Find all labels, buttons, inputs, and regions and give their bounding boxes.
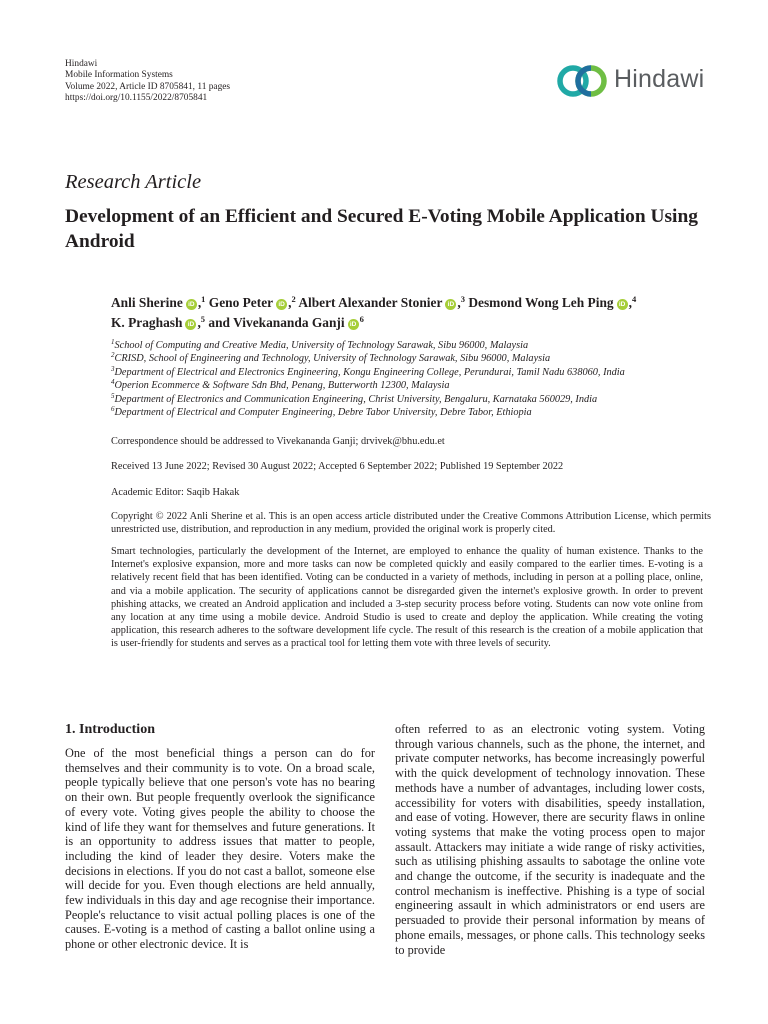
- article-type: Research Article: [65, 171, 202, 193]
- doi-link[interactable]: https://doi.org/10.1155/2022/8705841: [65, 93, 208, 104]
- body-text-right-column: often referred to as an electronic voting system. Voting through various channels, such as the phone, the internet, and private computer networks, has become increasingly powerful with the quick development of technology innovation. These methods have a number of advantages, including lower costs, accessibility for voters with disabilities, speedy installation, and ease of voting. However, there are security flaws in online voting systems that make the voting process open to major assault. Attackers may initiate a wide range of risky activities, such as utilising phishing assaults to sabotage the online vote and change the outcome, if the security is inadequate and the control mechanism is ineffective. Phishing is a type of social engineering assault in which administrators or end users are persuaded to provide their personal information by means of phone emails, messages, or phone calls. This technology seeks to provide: [395, 722, 705, 957]
- affiliation-list: [111, 339, 721, 419]
- affiliation: $^1$School of Computing and Creative Media, University of Technology Sarawak, Sibu 96000, Malaysia: [111, 338, 529, 351]
- article-title: Development of an Efficient and Secured E-Voting Mobile Application Using Android: [65, 206, 698, 252]
- authors-conjunction: and: [208, 315, 230, 330]
- author[interactable]: Desmond Wong Leh Ping iD ,$^4$: [468, 294, 637, 310]
- journal-info: [65, 59, 230, 105]
- orcid-icon[interactable]: iD: [276, 299, 287, 310]
- hindawi-logo: [556, 63, 706, 99]
- affiliation: $^6$Department of Electrical and Computer Engineering, Debre Tabor University, Debre Tabor, Ethiopia: [111, 405, 532, 419]
- author[interactable]: Anli Sherine iD ,$^1$: [111, 294, 206, 310]
- section-heading: 1. Introduction: [65, 722, 155, 737]
- hindawi-logo-icon: [556, 63, 610, 99]
- author[interactable]: Vivekananda Ganji $iD^6$: [233, 314, 364, 330]
- affiliation: $^2$CRISD, School of Engineering and Technology, University of Technology Sarawak, Sibu 96000, Malaysia: [111, 351, 551, 365]
- orcid-icon[interactable]: iD: [348, 319, 359, 330]
- journal-name: Mobile Information Systems: [65, 70, 173, 81]
- volume-line: Volume 2022, Article ID 8705841, 11 pages: [65, 81, 231, 92]
- affiliation: $^3$Department of Electrical and Electronics Engineering, Kongu Engineering College, Perundurai, Tamil Nadu 638060, India: [111, 364, 625, 378]
- body-text-left-column: One of the most beneficial things a person can do for themselves and their community is to vote. On a broad scale, people typically believe that one person's vote has no bearing on their own. But people frequently overlook the significance of every vote. Voting gives people the ability to choose the kind of life they want for themselves and future generations. It is an opportunity to address issues that matter to people, including the kind of leader they desire. Voters make the decisions in elections. If you do not cast a ballot, someone else will decide for you. Even though elections are held annually, few individuals in this day and age recognise their importance. People's reluctance to visit actual polling places is one of the causes. E-voting is a method of casting a ballot online using a phone or other electronic device. It is: [65, 746, 375, 952]
- author-list: [111, 293, 711, 333]
- academic-editor: Academic Editor: Saqib Hakak: [111, 487, 240, 498]
- affiliation: $^5$Department of Electronics and Communication Engineering, Christ University, Bengaluru, Karnataka 560029, India: [111, 391, 598, 405]
- correspondence: Correspondence should be addressed to Vivekananda Ganji; drvivek@bhu.edu.et: [111, 436, 445, 447]
- author[interactable]: Geno Peter iD ,$^2$: [208, 294, 296, 310]
- abstract: Smart technologies, particularly the development of the Internet, are employed to enhance the quality of human existence. Thanks to the Internet's explosive expansion, more and more tasks can now be completed quickly and easily compared to the earlier times. E-voting is a relatively recent field that has been identified. Voting can be conducted in a variety of methods, including in person at a polling place, online, and via a mobile application. The security of applications cannot be disregarded given the internet's explosive growth. In order to prevent phishing attacks, we created an Android application and included a 3-step security process before voting. Students can now vote online from any location at any time using a mobile device. Android Studio is used to create and deploy the application. While creating the voting application, this research adheres to the software development life cycle. The result of this research is the creation of a mobile application that is user-friendly for students and serves as a practical tool for letting them vote with three levels of security.: [111, 546, 703, 650]
- orcid-icon[interactable]: iD: [617, 299, 628, 310]
- orcid-icon[interactable]: iD: [185, 319, 196, 330]
- author[interactable]: Albert Alexander Stonier iD ,$^3$: [298, 294, 465, 310]
- author[interactable]: K. Praghash iD ,$^5$: [111, 314, 206, 330]
- orcid-icon[interactable]: iD: [445, 299, 456, 310]
- publication-dates: Received 13 June 2022; Revised 30 August 2022; Accepted 6 September 2022; Published 19 September 2022: [111, 461, 564, 472]
- copyright-notice: Copyright © 2022 Anli Sherine et al. This is an open access article distributed under the Creative Commons Attribution License, which permits unrestricted use, distribution, and reproduction in any medium, provided the original work is properly cited.: [111, 511, 711, 536]
- hindawi-logo-text: Hindawi: [614, 65, 705, 93]
- orcid-icon[interactable]: iD: [186, 299, 197, 310]
- affiliation: $^4$Operion Ecommerce & Software Sdn Bhd, Penang, Butterworth 12300, Malaysia: [111, 378, 450, 392]
- publisher-name: Hindawi: [65, 59, 98, 69]
